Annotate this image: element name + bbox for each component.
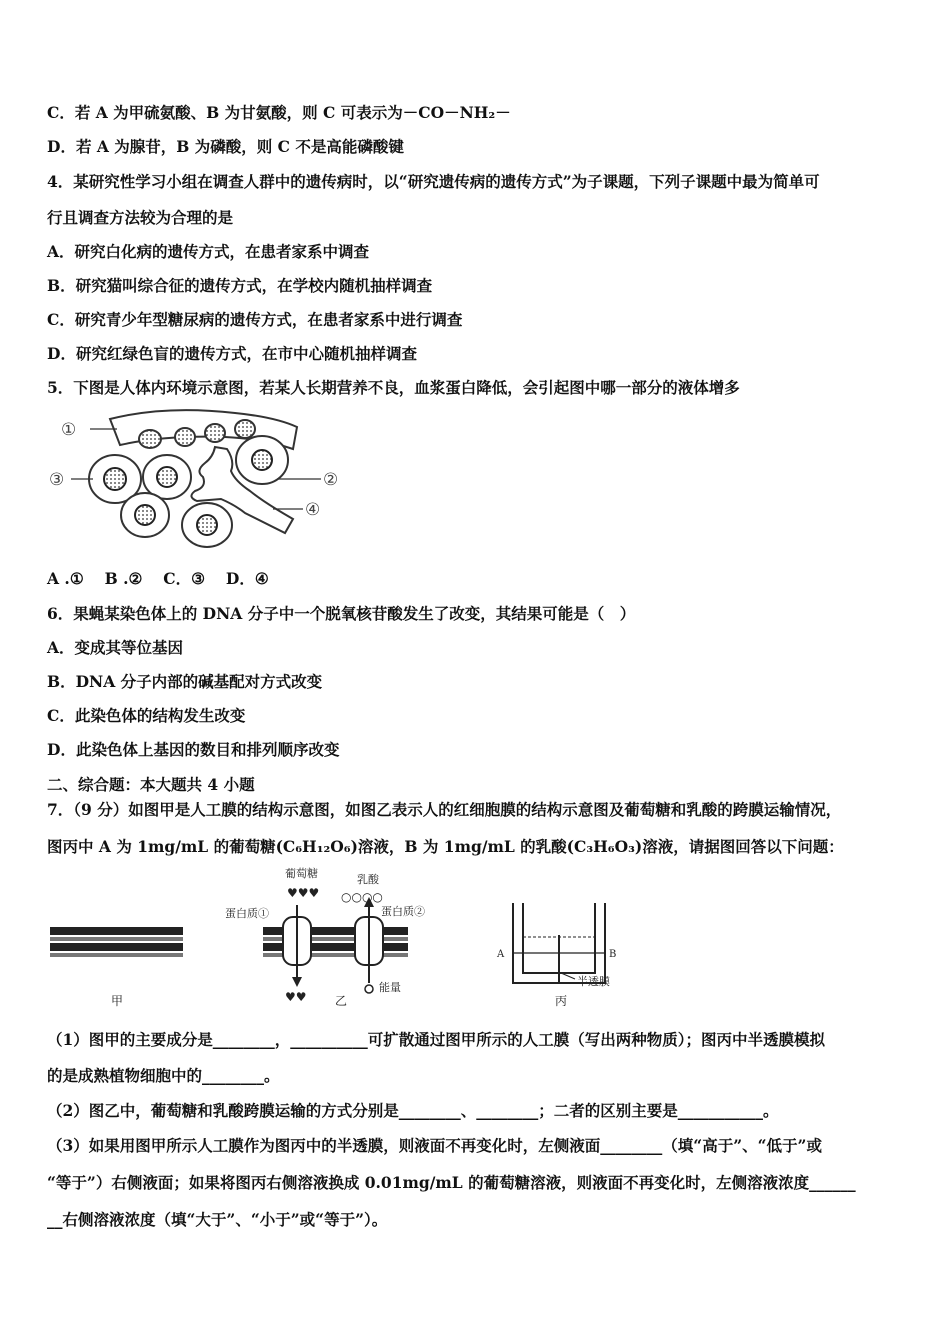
internal-environment-diagram [45,405,355,555]
q4-stem-line2: 行且调查方法较为合理的是 [47,208,234,227]
q4-option-c: C．研究青少年型糖尿病的遗传方式，在患者家系中进行调查 [47,310,463,329]
membrane-figure [45,865,645,1015]
lactic-label: 乳酸 [357,873,379,886]
panel-label-yi: 乙 [335,994,348,1008]
q6-option-c: C．此染色体的结构发生改变 [47,706,246,725]
glucose-label: 葡萄糖 [285,867,318,880]
q6-option-a: A．变成其等位基因 [47,638,184,657]
q4-stem-line1: 4．某研究性学习小组在调查人群中的遗传病时，以“研究遗传病的遗传方式”为子课题，下列子课题中最为简单可 [47,172,820,191]
q3-option-c: C．若 A 为甲硫氨酸、B 为甘氨酸，则 C 可表示为－CO－NH₂－ [47,103,511,122]
q4-option-b: B．研究猫叫综合征的遗传方式，在学校内随机抽样调查 [47,276,433,295]
artificial-membrane [50,927,183,957]
q4-option-a: A．研究白化病的遗传方式，在患者家系中调查 [47,242,370,261]
q7-part2: （2）图乙中，葡萄糖和乳酸跨膜运输的方式分别是________、________；二者的区别主要是___________。 [47,1101,779,1120]
hearts-icon: ♥♥ [285,990,307,1004]
label-3: ③ [49,470,65,490]
q7-stem-line1: 7．（9 分）如图甲是人工膜的结构示意图，如图乙表示人的红细胞膜的结构示意图及葡萄糖和乳酸的跨膜运输情况， [47,800,842,819]
label-a: A [497,949,505,960]
q6-stem: 6．果蝇某染色体上的 DNA 分子中一个脱氧核苷酸发生了改变，其结果可能是（ ） [47,604,636,623]
label-4: ④ [305,500,321,520]
hearts-icon: ♥♥♥ [287,886,320,900]
red-blood-cell [139,430,161,448]
protein1-label: 蛋白质① [225,907,269,920]
red-blood-cell [205,424,225,442]
red-blood-cell [235,420,255,438]
q7-part3-line1: （3）如果用图甲所示人工膜作为图丙中的半透膜，则液面不再变化时，左侧液面________（填“高于”、“低于”或 [47,1136,822,1155]
panel-label-bing: 丙 [555,994,568,1008]
membrane-label: 半透膜 [577,975,610,988]
q6-option-d: D．此染色体上基因的数目和排列顺序改变 [47,740,340,759]
red-blood-cell [175,428,195,446]
q7-part3-line3: __右侧溶液浓度（填“大于”、“小于”或“等于”）。 [47,1210,388,1229]
circles-icon: ○○○○ [341,890,383,904]
label-2: ② [323,470,339,490]
q7-part1-line1: （1）图甲的主要成分是________，__________可扩散通过图甲所示的人工膜（写出两种物质）；图丙中半透膜模拟 [47,1030,826,1049]
section-heading: 二、综合题：本大题共 4 小题 [47,775,255,794]
q4-option-d: D．研究红绿色盲的遗传方式，在市中心随机抽样调查 [47,344,417,363]
q6-option-b: B．DNA 分子内部的碱基配对方式改变 [47,672,323,691]
q7-part3-line2: “等于”）右侧液面；如果将图丙右侧溶液换成 0.01mg/mL 的葡萄糖溶液，则液面不再变化时，左侧溶液浓度______ [47,1173,856,1192]
q3-option-d: D．若 A 为腺苷，B 为磷酸，则 C 不是高能磷酸键 [47,137,404,156]
label-b: B [609,949,617,960]
q7-part1-line2: 的是成熟植物细胞中的________。 [47,1066,280,1085]
protein2-label: 蛋白质② [381,905,425,918]
energy-label: 能量 [379,981,401,994]
label-1: ① [61,420,77,440]
panel-label-jia: 甲 [111,994,124,1008]
q5-options: A .① B .② C．③ D．④ [47,569,269,588]
q7-stem-line2: 图丙中 A 为 1mg/mL 的葡萄糖(C₆H₁₂O₆)溶液，B 为 1mg/mL 的乳酸(C₃H₆O₃)溶液，请据图回答以下问题： [47,837,844,856]
u-tube [513,903,605,983]
q5-stem: 5．下图是人体内环境示意图，若某人长期营养不良，血浆蛋白降低，会引起图中哪一部分的液体增多 [47,378,740,397]
